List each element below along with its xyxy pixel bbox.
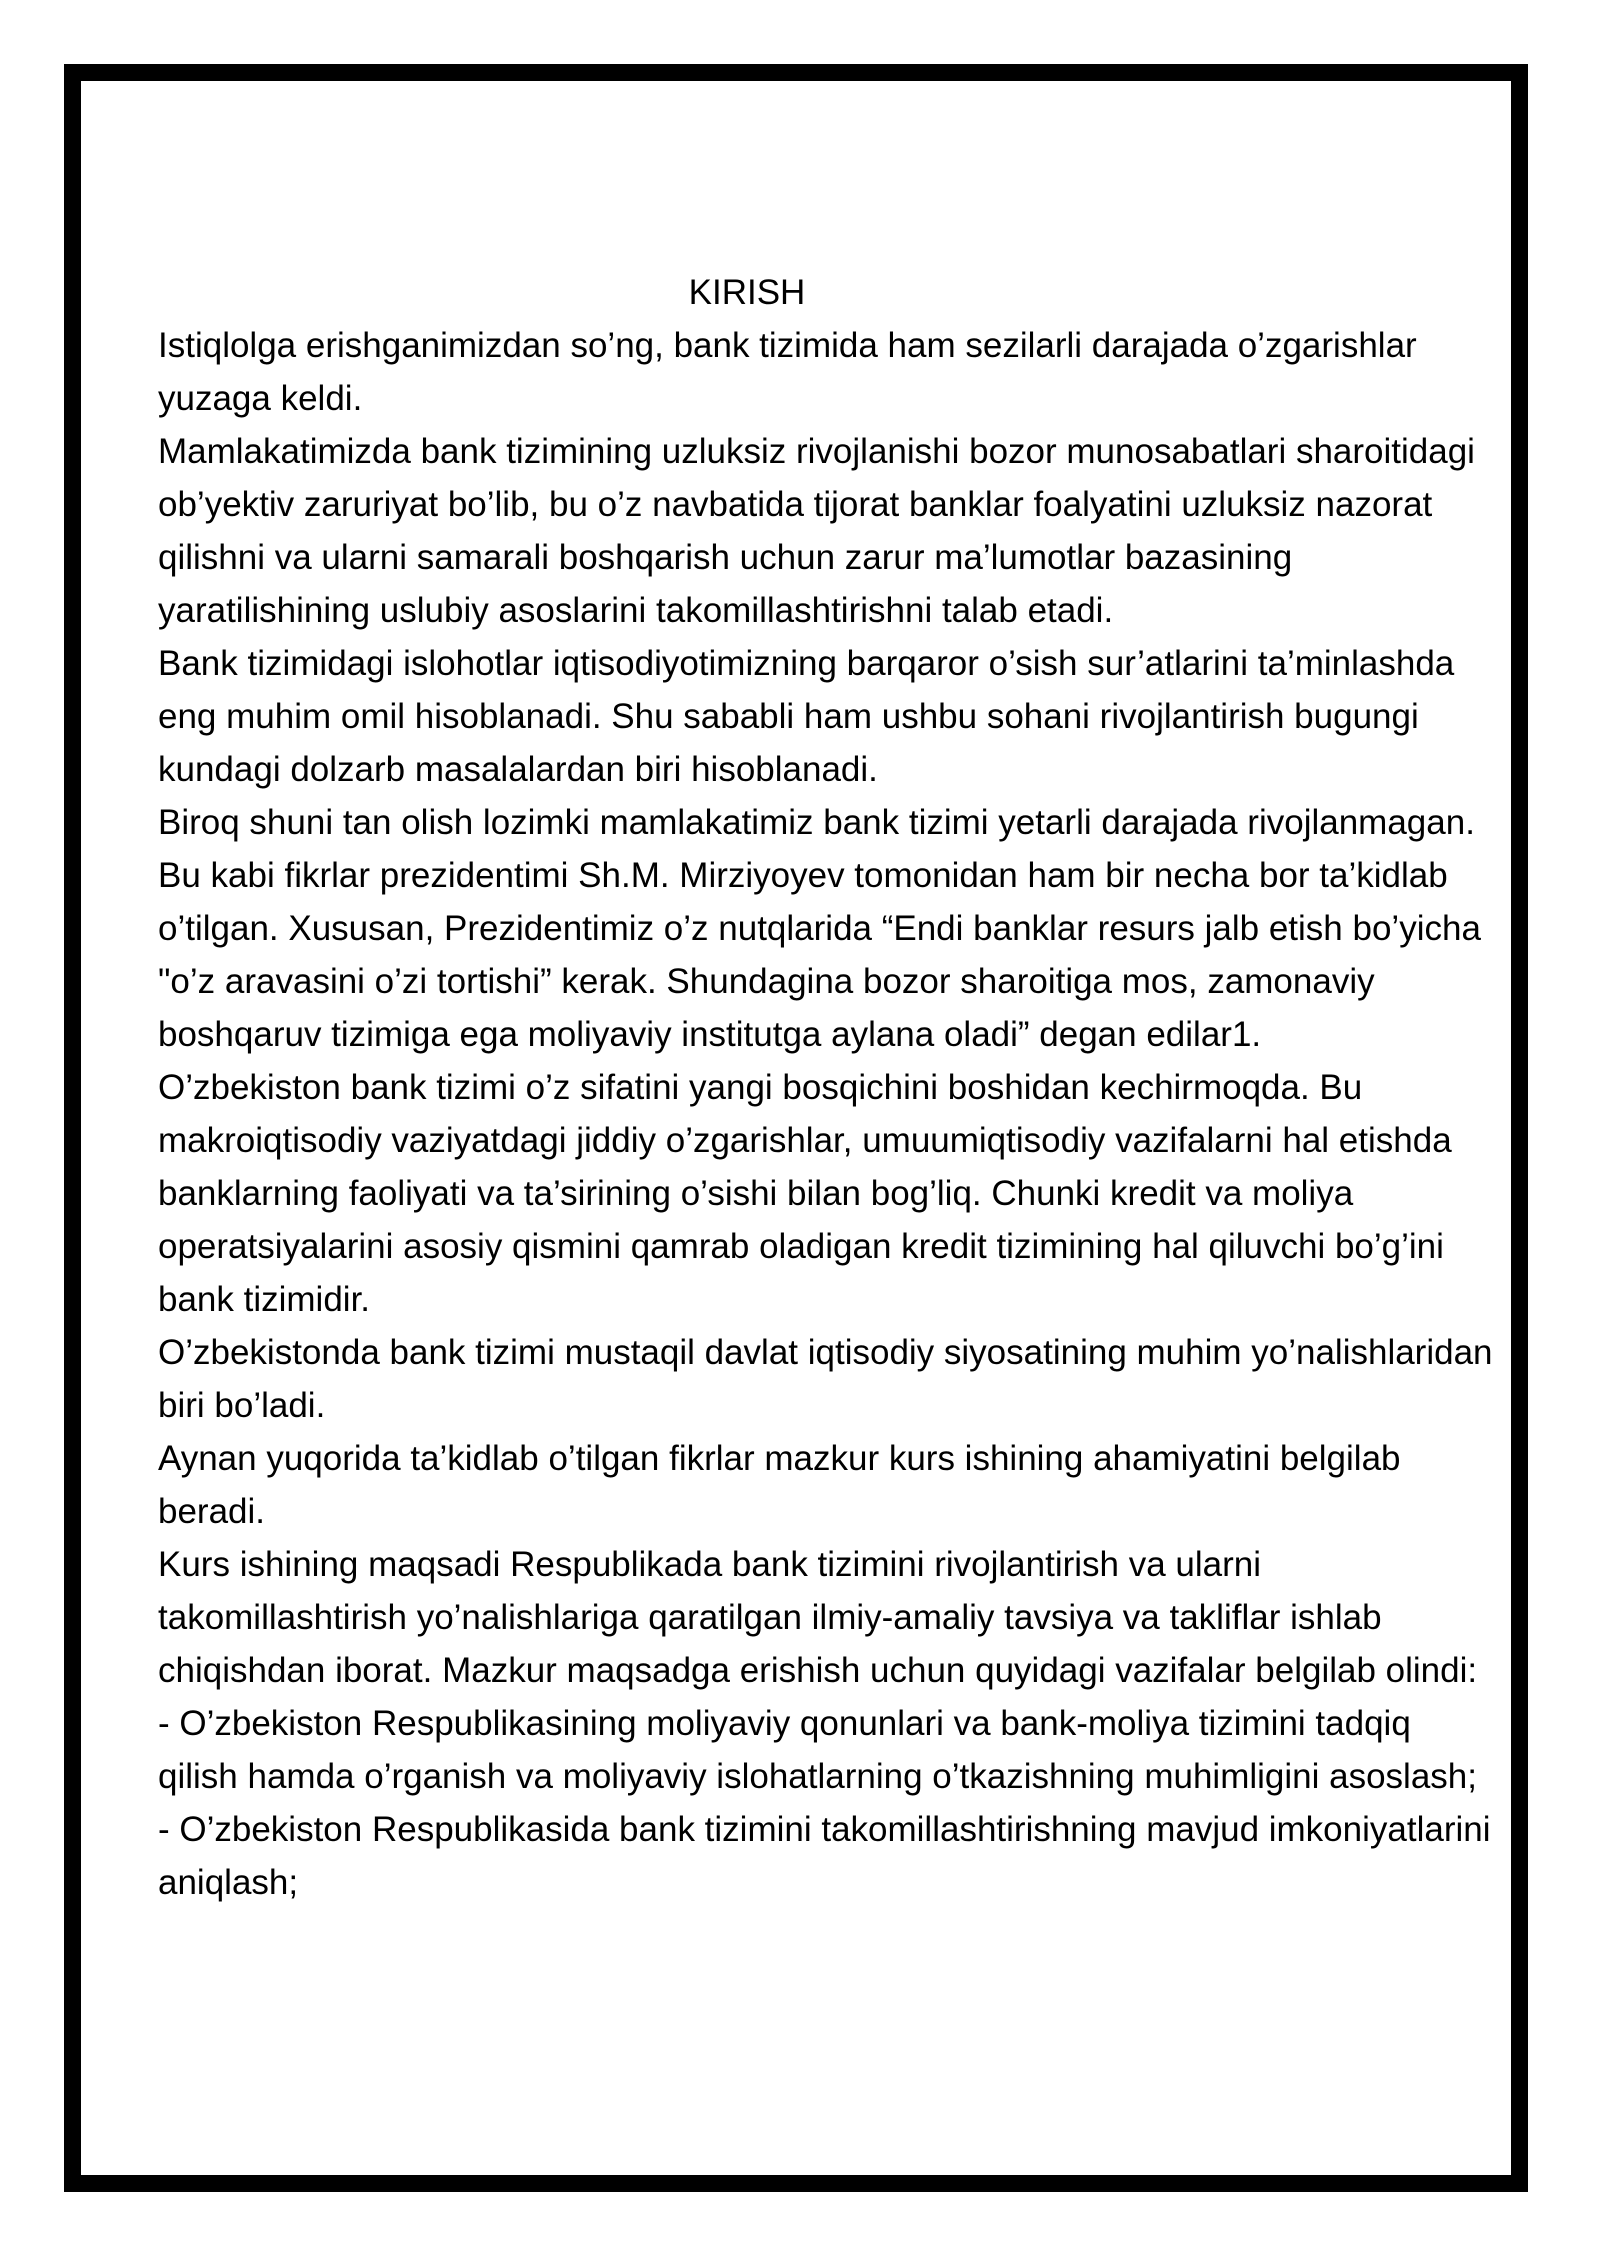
paragraph-3: Bank tizimidagi islohotlar iqtisodiyotimizning barqaror o’sish sur’atlarini ta’minlashda eng muhim omil hisoblanadi. Shu sababli ham ushbu sohani rivojlantirish bugungi kundagi dolzarb masalalardan biri hisoblanadi. (158, 644, 1455, 789)
paragraph-6: O’zbekistonda bank tizimi mustaqil davlat iqtisodiy siyosatining muhim yo’nalishlaridan biri bo’ladi. (158, 1333, 1493, 1425)
paragraph-8: Kurs ishining maqsadi Respublikada bank tizimini rivojlantirish va ularni takomillashtirish yo’nalishlariga qaratilgan ilmiy-amaliy tavsiya va takliflar ishlab chiqishdan iborat. Mazkur maqsadga erishish uchun quyidagi vazifalar belgilab olindi: (158, 1545, 1478, 1690)
document-title: KIRISH (688, 273, 806, 312)
list-item-2: - O’zbekiston Respublikasida bank tizimini takomillashtirishning mavjud imkoniyatlarini aniqlash; (158, 1810, 1491, 1902)
list-item-1: - O’zbekiston Respublikasining moliyaviy qonunlari va bank-moliya tizimini tadqiq qilish hamda o’rganish va moliyaviy islohatlarning o’tkazishning muhimligini asoslash; (158, 1704, 1477, 1796)
paragraph-1: Istiqlolga erishganimizdan so’ng, bank tizimida ham sezilarli darajada o’zgarishlar yuzaga keldi. (158, 326, 1417, 418)
paragraph-2: Mamlakatimizda bank tizimining uzluksiz rivojlanishi bozor munosabatlari sharoitidagi ob’yektiv zaruriyat bo’lib, bu o’z navbatida tijorat banklar foalyatini uzluksiz nazorat qilishni va ularni samarali boshqarish uchun zarur ma’lumotlar bazasining yaratilishining uslubiy asoslarini takomillashtirishni talab etadi. (158, 432, 1475, 630)
document-body (158, 266, 1498, 1909)
paragraph-5: O’zbekiston bank tizimi o’z sifatini yangi bosqichini boshidan kechirmoqda. Bu makroiqtisodiy vaziyatdagi jiddiy o’zgarishlar, umuumiqtisodiy vazifalarni hal etishda banklarning faoliyati va ta’sirining o’sishi bilan bog’liq. Chunki kredit va moliya operatsiyalarini asosiy qismini qamrab oladigan kredit tizimining hal qiluvchi bo’g’ini bank tizimidir. (158, 1068, 1452, 1319)
paragraph-4: Biroq shuni tan olish lozimki mamlakatimiz bank tizimi yetarli darajada rivojlanmagan. Bu kabi fikrlar prezidentimi Sh.M. Mirziyoyev tomonidan ham bir necha bor ta’kidlab o’tilgan. Xususan, Prezidentimiz o’z nutqlarida “Endi banklar resurs jalb etish bo’yicha "o’z aravasini o’zi tortishi” kerak. Shundagina bozor sharoitiga mos, zamonaviy boshqaruv tizimiga ega moliyaviy institutga aylana oladi” degan edilar1. (158, 803, 1481, 1054)
paragraph-7: Aynan yuqorida ta’kidlab o’tilgan fikrlar mazkur kurs ishining ahamiyatini belgilab beradi. (158, 1439, 1401, 1531)
